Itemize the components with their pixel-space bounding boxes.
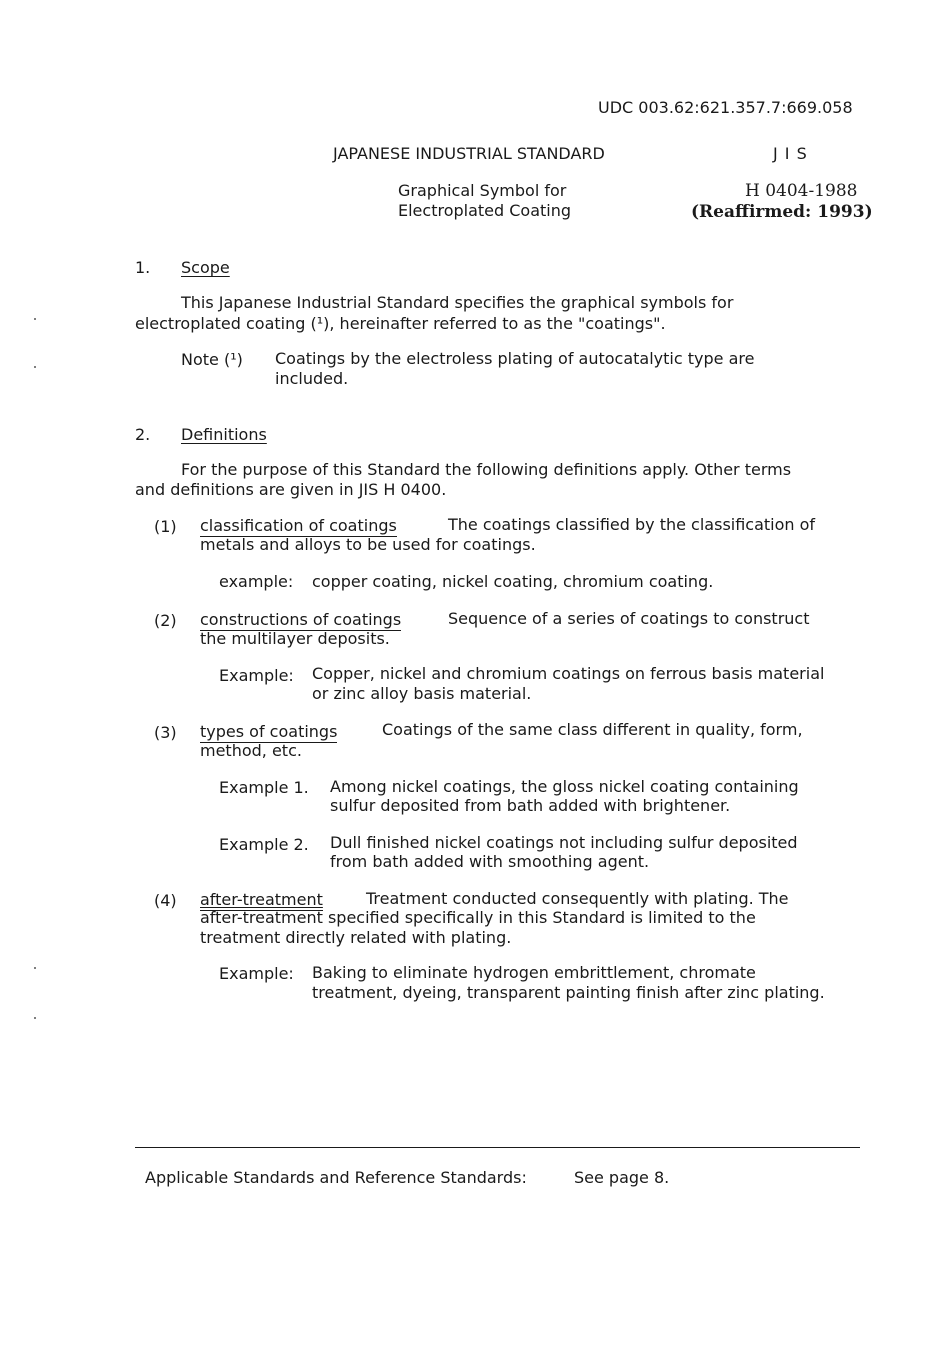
definition3-example2-line2: from bath added with smoothing agent. [330,852,650,871]
definition4-example-line1: Baking to eliminate hydrogen embrittlement, chromate [312,963,756,982]
note-label: Note (¹) [181,350,243,369]
definition2-term: constructions of coatings [200,610,402,629]
definition4-term-continuation: after-treatment [200,908,323,927]
section2-number: 2. [135,425,151,444]
section2-paragraph-line1: For the purpose of this Standard the following definitions apply. Other terms [181,460,792,479]
definition4-example-label: Example: [219,964,294,983]
footer-label: Applicable Standards and Reference Standards: [145,1168,527,1187]
definition1-text-line1: The coatings classified by the classification of [448,515,816,534]
definition3-example2-label: Example 2. [219,835,309,854]
definition4-term: after-treatment [200,890,323,909]
definition4-text-line1: Treatment conducted consequently with plating. The [366,889,789,908]
definition1-term: classification of coatings [200,516,397,535]
scan-speck [34,366,36,368]
definition4-text-line2 [200,908,756,927]
standard-number: H 0404-1988 [745,181,858,201]
document-title-line2: Electroplated Coating [398,201,572,220]
scan-speck [34,1017,36,1019]
definition2-text-line1: Sequence of a series of coatings to construct [448,609,810,628]
udc-code: UDC 003.62:621.357.7:669.058 [598,98,853,117]
definition4-example-line2: treatment, dyeing, transparent painting finish after zinc plating. [312,983,825,1002]
section1-paragraph-line1: This Japanese Industrial Standard specifies the graphical symbols for [181,293,734,312]
definition2-text-line2: the multilayer deposits. [200,629,390,648]
definition4-number: (4) [154,891,177,910]
section1-paragraph-line2: electroplated coating (¹), hereinafter referred to as the "coatings". [135,314,666,333]
definition1-text-line2-rest: used for coatings. [387,535,536,554]
note-text-line1: Coatings by the electroless plating of autocatalytic type are [275,349,755,368]
footer-divider [135,1147,860,1148]
definition3-example1-label: Example 1. [219,778,309,797]
definition1-example-label: example: [219,572,294,591]
note-text-line2: included. [275,369,349,388]
definition3-text-line1: Coatings of the same class different in quality, form, [382,720,803,739]
definition4-text-line2-rest: specified specifically in this Standard is limited to the [322,908,756,927]
issuing-organization: JAPANESE INDUSTRIAL STANDARD [333,144,605,163]
definition2-number: (2) [154,611,177,630]
definition2-example-line1: Copper, nickel and chromium coatings on ferrous basis material [312,664,825,683]
section1-heading: Scope [181,258,230,277]
section2-heading: Definitions [181,425,267,444]
definition3-example1-line2: sulfur deposited from bath added with brightener. [330,796,731,815]
definition3-term: types of coatings [200,722,338,741]
definition4-text-line3: treatment directly related with plating. [200,928,512,947]
definition3-example1-line1: Among nickel coatings, the gloss nickel coating containing [330,777,799,796]
definition1-number: (1) [154,517,177,536]
definition2-example-label: Example: [219,666,294,685]
scan-speck [34,967,36,969]
definition3-text-line2: method, etc. [200,741,302,760]
section1-number: 1. [135,258,151,277]
definition1-text-line2 [200,535,536,554]
definition2-example-line2: or zinc alloy basis material. [312,684,532,703]
section2-paragraph-line2: and definitions are given in JIS H 0400. [135,480,447,499]
definition3-example2-line1: Dull finished nickel coatings not including sulfur deposited [330,833,798,852]
definition1-example-text: copper coating, nickel coating, chromium coating. [312,572,714,591]
footer-page-reference: See page 8. [574,1168,670,1187]
definition1-term-continuation: metals and alloys to be [200,535,388,554]
scan-speck [34,318,36,320]
document-title-line1: Graphical Symbol for [398,181,567,200]
definition3-number: (3) [154,723,177,742]
jis-mark: J I S [773,144,808,163]
reaffirmed-date: (Reaffirmed: 1993) [691,202,873,222]
